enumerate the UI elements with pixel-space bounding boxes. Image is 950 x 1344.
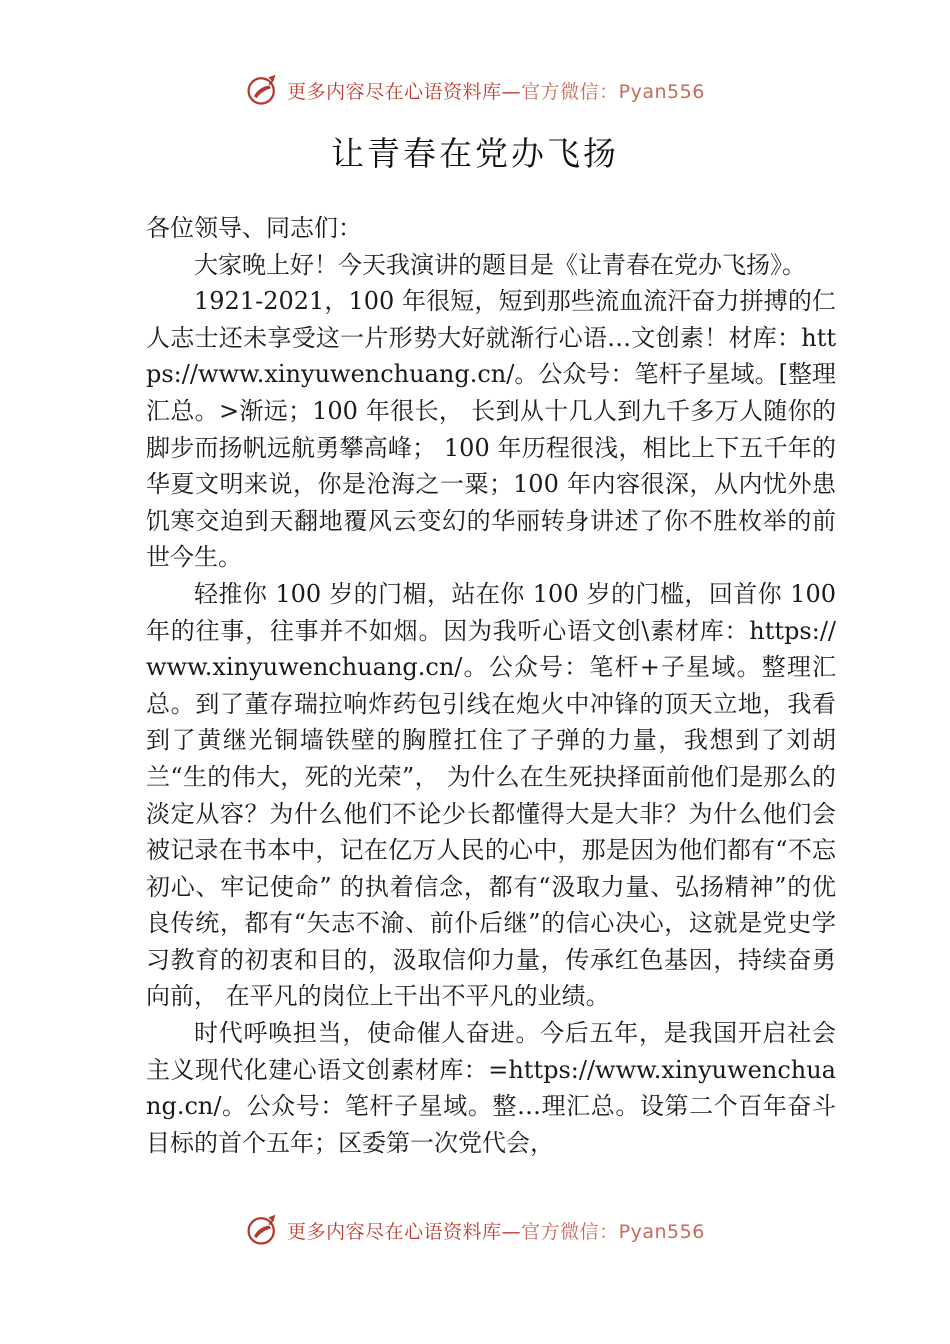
banner-main-text: 更多内容尽在心语资料库— <box>287 1220 522 1243</box>
banner-wechat-text: 官方微信：Pyan556 <box>521 80 705 103</box>
document-body <box>146 210 836 1161</box>
salutation: 各位领导、同志们： <box>146 214 362 242</box>
paragraph-1: 大家晚上好！今天我演讲的题目是《让青春在党办飞扬》。 <box>194 250 806 279</box>
header-banner <box>0 70 950 110</box>
paragraph-3: 轻推你 100 岁的门楣，站在你 100 岁的门槛，回首你 100 年的往事，往事并不如烟。因为我听心语文创\素材库：https://www.xinyuwenchuang.cn/。公众号：笔杆+子星域。整理汇总。到了董存瑞拉响炸药包引线在炮火中冲锋的顶天立地，我看到了黄继光铜墙铁壁的胸膛扛住了子弹的力量，我想到了刘胡兰“生的伟大，死的光荣”， 为什么在生死抉择面前他们是那么的淡定从容？为什么他们不论少长都懂得大是大非？为什么他们会被记录在书本中，记在亿万人民的心中，那是因为他们都有“不忘初心、牢记使命” 的执着信念，都有“汲取力量、弘扬精神”的优良传统，都有“矢志不渝、前仆后继”的信心决心，这就是党史学习教育的初衷和目的，汲取信仰力量，传承红色基因，持续奋勇向前， 在平凡的岗位上干出不平凡的业绩。 <box>146 579 836 1011</box>
document-title: 让青春在党办飞扬 <box>331 134 619 173</box>
paragraph-4: 时代呼唤担当，使命催人奋进。今后五年，是我国开启社会主义现代化建心语文创素材库：=https://www.xinyuwenchuang.cn/。公众号：笔杆子星域。整…理汇总。设第二个百年奋斗目标的首个五年；区委第一次党代会， <box>146 1019 836 1157</box>
pen-logo-icon <box>245 1212 281 1248</box>
pen-logo-icon <box>245 72 281 108</box>
banner-main-text: 更多内容尽在心语资料库— <box>287 80 522 103</box>
paragraph-2: 1921-2021，100 年很短，短到那些流血流汗奋力拼搏的仁人志士还未享受这一片形势大好就渐行心语…文创素！材库：https://www.xinyuwenchuang.cn/。公众号：笔杆子星域。[整理汇总。>渐远；100 年很长， 长到从十几人到九千多万人随你的脚步而扬帆远航勇攀高峰； 100 年历程很浅，相比上下五千年的华夏文明来说，你是沧海之一粟；100 年内容很深，从内忧外患饥寒交迫到天翻地覆风云变幻的华丽转身讲述了你不胜枚举的前世今生。 <box>146 287 836 572</box>
footer-banner <box>0 1210 950 1250</box>
banner-wechat-text: 官方微信：Pyan556 <box>521 1220 705 1243</box>
